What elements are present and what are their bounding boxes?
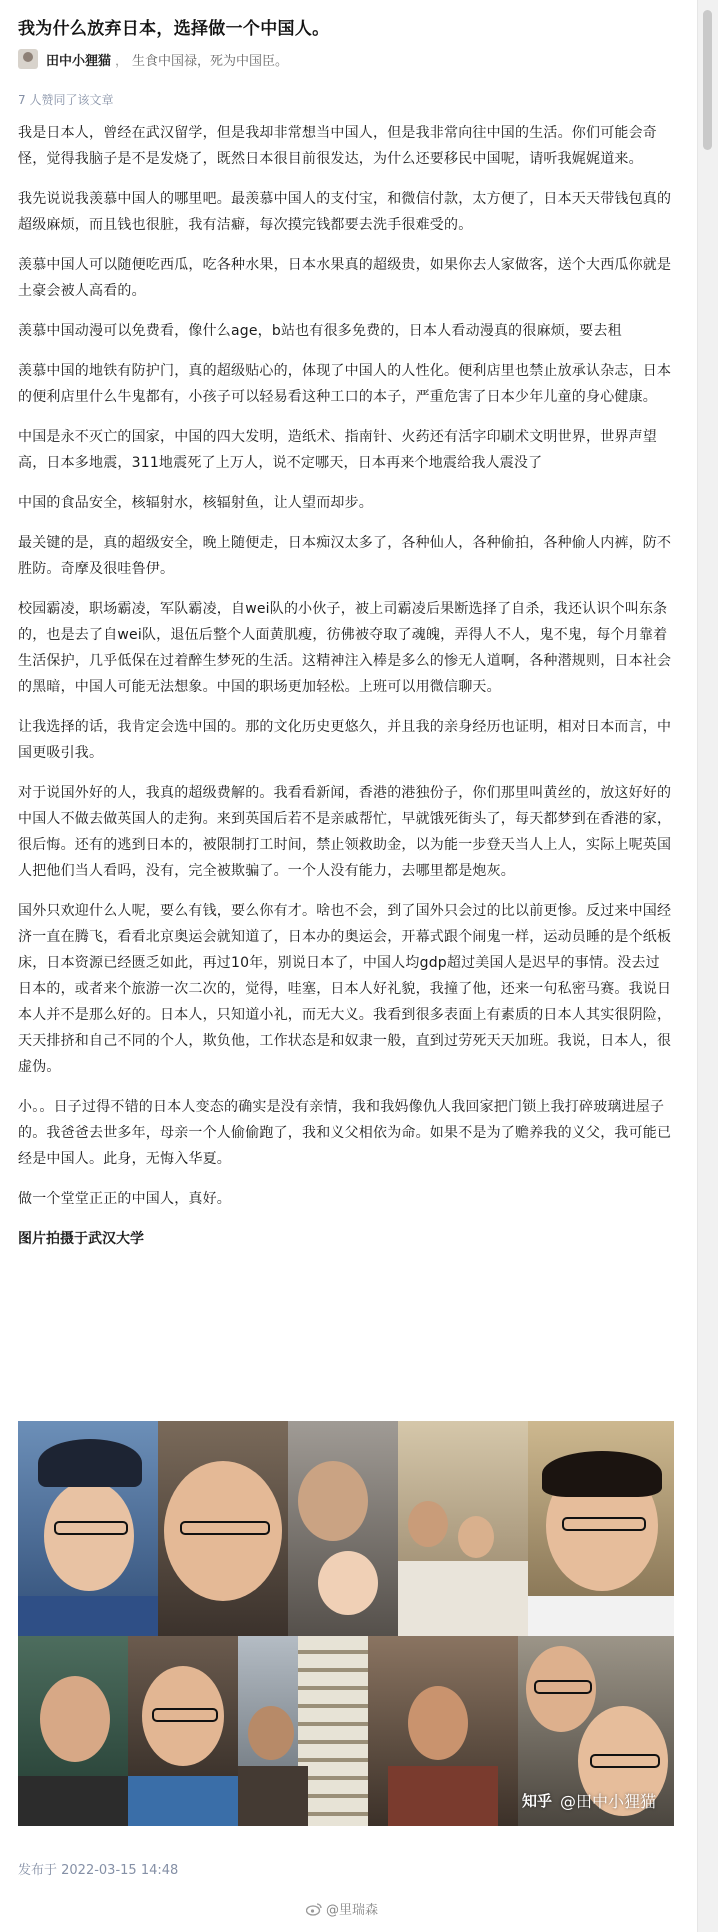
paragraph: 校园霸凌，职场霸凌，军队霸凌，自wei队的小伙子，被上司霸凌后果断选择了自杀，我还认识个叫东条的，也是去了自wei队，退伍后整个人面黄肌瘦，彷佛被夺取了魂魄，弄得人不人，鬼不鬼，每个月靠着生活保护，几乎低保在过着醉生梦死的生活。这精神注入棒是多么的惨无人道啊，各种潜规则，日本社会的黑暗，中国人可能无法想象。中国的职场更加轻松。上班可以用微信聊天。 — [18, 601, 672, 695]
article-title: 我为什么放弃日本，选择做一个中国人。 — [18, 19, 330, 39]
shirt — [18, 1596, 158, 1636]
author-avatar[interactable] — [18, 49, 38, 69]
photo-cell-police-cap — [18, 1421, 158, 1636]
photo-cell-group-room — [398, 1421, 528, 1636]
weibo-handle: @里瑞森 — [326, 1903, 379, 1918]
shirt — [528, 1596, 674, 1636]
face — [248, 1706, 294, 1760]
paragraph: 国外只欢迎什么人呢，要么有钱，要么你有才。啥也不会，到了国外只会过的比以前更惨。反过来中国经济一直在腾飞，看看北京奥运会就知道了，日本办的奥运会，开幕式跟个闹鬼一样，运动员睡的是个纸板床，日本资源已经匮乏如此，再过10年，别说日本了，中国人均gdp超过美国人是迟早的事情。没去过日本的，或者来个旅游一次二次的，觉得，哇塞，日本人好礼貌，我撞了他，还来一句私密马赛。我说日本人并不是那么好的。日本人，只知道小礼，而无大义。我看到很多表面上有素质的日本人其实很阴险，天天排挤和自己不同的个人，欺负他，工作状态是和奴隶一般，直到过劳死天天加班。我说，日本人，很虚伪。 — [18, 903, 672, 1075]
shelves — [298, 1636, 368, 1826]
paragraph: 让我选择的话，我肯定会选中国的。那的文化历史更悠久，并且我的亲身经历也证明，相对日本而言，中国更吸引我。 — [18, 719, 672, 761]
paragraph: 中国是永不灭亡的国家，中国的四大发明，造纸术、指南针、火药还有活字印刷术文明世界，世界声望高，日本多地震，311地震死了上万人，说不定哪天，日本再来个地震给我人震没了 — [18, 429, 657, 471]
face — [458, 1516, 494, 1558]
paragraph: 羡慕中国的地铁有防护门，真的超级贴心的，体现了中国人的人性化。便利店里也禁止放承认杂志，日本的便利店里什么牛鬼都有，小孩子可以轻易看这种工口的本子，严重危害了日本少年儿童的身心健康。 — [18, 363, 672, 405]
photo-cell-glasses-man — [128, 1636, 238, 1826]
photo-cell-smile-right — [528, 1421, 674, 1636]
weibo-watermark — [306, 1899, 378, 1918]
paragraph: 做一个堂堂正正的中国人，真好。 — [18, 1191, 231, 1207]
shirt — [388, 1766, 498, 1826]
photo-cell-close-up — [158, 1421, 288, 1636]
photo-cell-woman — [368, 1636, 518, 1826]
paragraph: 羡慕中国人可以随便吃西瓜，吃各种水果，日本水果真的超级贵，如果你去人家做客，送个大西瓜你就是土豪会被人高看的。 — [18, 257, 672, 299]
face — [40, 1676, 110, 1762]
hair — [542, 1451, 662, 1497]
glasses — [152, 1708, 218, 1722]
photo-cell-bottom-left — [18, 1636, 128, 1826]
face — [408, 1501, 448, 1547]
shirt — [238, 1766, 308, 1826]
author-name[interactable]: 田中小狸猫 — [46, 53, 112, 69]
face — [44, 1481, 134, 1591]
watermark-author: @田中小狸猫 — [559, 1792, 656, 1811]
glasses — [180, 1521, 270, 1535]
photo-cell-store — [238, 1636, 368, 1826]
shirt — [18, 1776, 128, 1826]
paragraph: 最关键的是，真的超级安全，晚上随便走，日本痴汉太多了，各种仙人，各种偷拍，各种偷人内裤，防不胜防。奇摩及很哇鲁伊。 — [18, 535, 672, 577]
author-separator: ， — [115, 53, 129, 69]
paragraph: 羡慕中国动漫可以免费看，像什么age，b站也有很多免费的，日本人看动漫真的很麻烦，要去租 — [18, 323, 622, 339]
shirt — [128, 1776, 238, 1826]
scrollbar-thumb[interactable] — [703, 10, 712, 150]
zhihu-logo: 知乎 — [521, 1792, 552, 1810]
baby-face — [318, 1551, 378, 1615]
likes-count[interactable]: 7 人赞同了该文章 — [18, 93, 114, 107]
photo-cell-baby — [288, 1421, 398, 1636]
image-caption: 图片拍摄于武汉大学 — [18, 1231, 144, 1247]
paragraph: 我先说说我羡慕中国人的哪里吧。最羡慕中国人的支付宝，和微信付款，太方便了，日本天天带钱包真的超级麻烦，而且钱也很脏，我有洁癖，每次摸完钱都要去洗手很难受的。 — [18, 191, 672, 233]
face — [408, 1686, 468, 1760]
author-row — [18, 48, 288, 70]
collage-photo[interactable] — [18, 1421, 674, 1826]
vertical-scrollbar[interactable] — [697, 0, 718, 1932]
glasses — [54, 1521, 128, 1535]
paragraph: 小。。日子过得不错的日本人变态的确实是没有亲情，我和我妈像仇人我回家把门锁上我打碎玻璃进屋子的。我爸爸去世多年，母亲一个人偷偷跑了，我和义父相依为命。如果不是为了赡养我的义父，我可能已经是中国人。此身，无悔入华夏。 — [18, 1099, 672, 1167]
author-bio: 生食中国禄，死为中国臣。 — [132, 53, 289, 69]
paragraph: 中国的食品安全，核辐射水，核辐射鱼，让人望而却步。 — [18, 495, 373, 511]
zhihu-watermark — [522, 1789, 656, 1812]
publish-time: 发布于 2022-03-15 14:48 — [18, 1863, 179, 1878]
paragraph: 对于说国外好的人，我真的超级费解的。我看看新闻，香港的港独份子，你们那里叫黄丝的，放这好好的中国人不做去做英国人的走狗。来到英国后若不是亲戚帮忙，早就饿死街头了，每天都梦到在香港的家，很后悔。还有的逃到日本的，被限制打工时间，禁止领救助金，以为能一步登天当人上人，实际上呢英国人把他们当人看吗，没有，完全被欺骗了。一个人没有能力，去哪里都是炮灰。 — [18, 785, 672, 879]
glasses — [534, 1680, 592, 1694]
police-cap — [38, 1439, 142, 1487]
glasses — [590, 1754, 660, 1768]
group-clothes — [398, 1561, 528, 1636]
glasses — [562, 1517, 646, 1531]
paragraph: 我是日本人，曾经在武汉留学，但是我却非常想当中国人，但是我非常向往中国的生活。你们可能会奇怪，觉得我脑子是不是发烧了，既然日本很目前很发达，为什么还要移民中国呢，请听我娓娓道来。 — [18, 125, 657, 167]
article-body — [18, 120, 674, 1252]
weibo-icon — [306, 1902, 322, 1916]
face — [298, 1461, 368, 1541]
